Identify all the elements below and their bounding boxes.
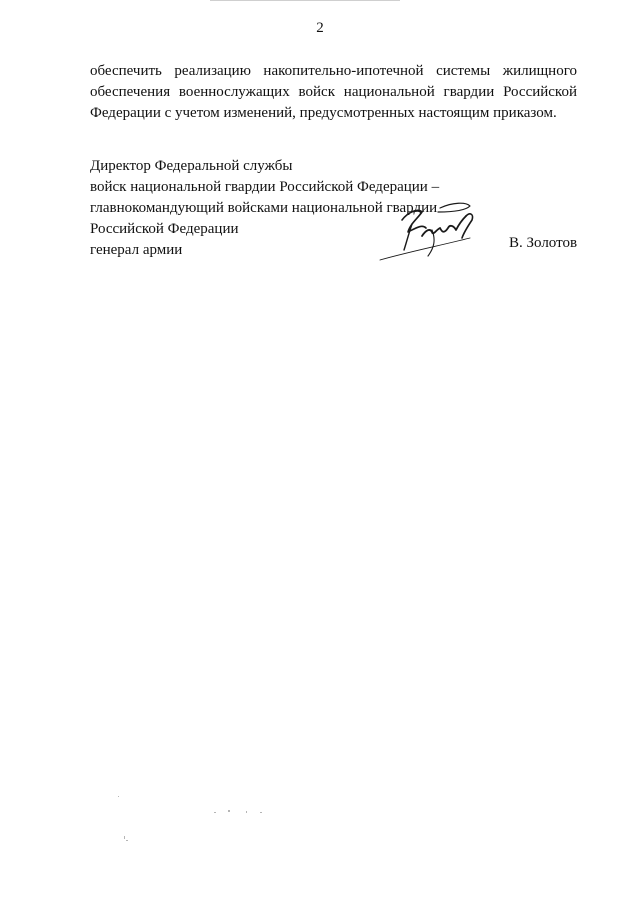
scan-specks — [110, 790, 310, 850]
scan-edge-line — [210, 0, 400, 1]
handwritten-signature — [378, 190, 488, 265]
signatory-title-line: Директор Федеральной службы — [90, 158, 293, 174]
signatory-rank-line: генерал армии — [90, 242, 183, 258]
signatory-title-line: Российской Федерации — [90, 221, 239, 237]
signatory-title-line: войск национальной гвардии Российской Федерации – — [90, 179, 440, 195]
signature-block — [90, 156, 580, 261]
signatory-title-line: главнокомандующий войсками национальной гвардии — [90, 200, 438, 216]
page-number: 2 — [316, 20, 324, 36]
body-paragraph: обеспечить реализацию накопительно-ипотечной системы жилищного обеспечения военнослужащих войск национальной гвардии Российской Федерации с учетом изменений, предусмотренных настоящим приказом. — [90, 63, 577, 121]
signatory-name: В. Золотов — [509, 235, 578, 251]
